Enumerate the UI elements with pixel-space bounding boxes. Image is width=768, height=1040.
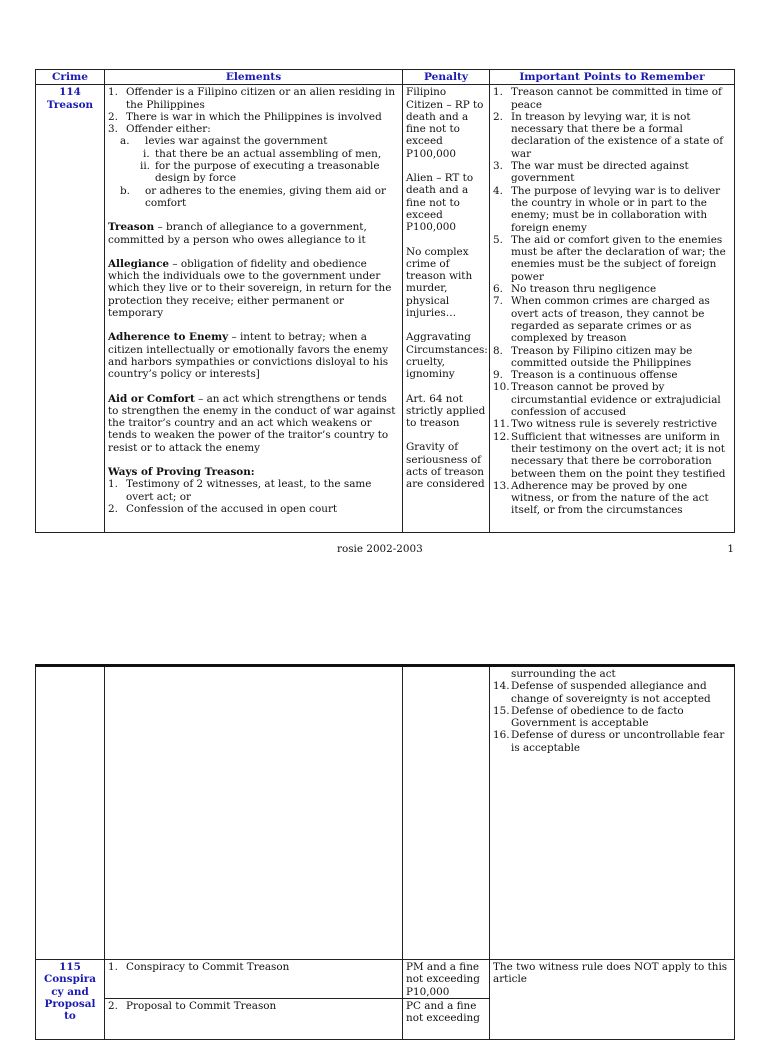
- crime-cell: [36, 960, 105, 1040]
- penalty-text: Aggravating Circumstances: cruelty, ignominy: [406, 331, 488, 381]
- list-item: 13. Adherence may be proved by one witness, or from the nature of the act itself, or from the circumstances: [493, 479, 709, 517]
- crime-number: 115: [59, 961, 81, 973]
- list-item: i. that there be an actual assembling of men,: [143, 147, 382, 160]
- crime-cell: [36, 85, 105, 533]
- elements-cell: [105, 960, 403, 1040]
- points-list: [493, 86, 731, 516]
- definition-allegiance: Allegiance – obligation of fidelity and obedience which the individuals owe to the government under which they live or to their sovereign, in return for the protection they receive; either permanent or temporary: [108, 257, 392, 320]
- crime-name-line: to: [64, 1010, 76, 1023]
- list-item: a. levies war against the government: [120, 135, 328, 148]
- list-item: 3. Offender either:: [108, 123, 211, 136]
- sub-list: [108, 135, 399, 147]
- penalty-cell: [403, 666, 490, 960]
- penalty-text: Art. 64 not strictly applied to treason: [406, 392, 486, 430]
- penalty-text: Alien – RT to death and a fine not to exceed P100,000: [406, 172, 474, 234]
- header-row: [36, 70, 735, 85]
- penalty-cell: [403, 960, 490, 1040]
- crime-name: Treason: [46, 98, 94, 111]
- crime-number: 114: [59, 86, 81, 99]
- continued-text: surrounding the act: [511, 668, 616, 680]
- footer-author: rosie 2002-2003: [337, 543, 423, 555]
- penalty-text: PC and a fine not exceeding: [406, 1000, 480, 1025]
- points-cell: [490, 85, 735, 533]
- page-1-table-wrap: [35, 69, 734, 533]
- definition-aid-comfort: Aid or Comfort – an act which strengthens or tends to strengthen the enemy in the conduct of war against the traitor’s country and an act which weakens or tends to weaken the power of the traitor’s country to resist or to attack the enemy: [108, 392, 396, 454]
- list-item: 5. The aid or comfort given to the enemies must be after the declaration of war; the enemies must be the subject of foreign power: [493, 233, 726, 283]
- ways-list: [108, 478, 399, 515]
- list-item: ii. for the purpose of executing a treasonable design by force: [140, 160, 380, 185]
- elements-list: [108, 86, 399, 135]
- penalty-text: Gravity of seriousness of acts of treason are considered: [406, 441, 485, 491]
- list-item: b. or adheres to the enemies, giving them aid or comfort: [120, 184, 386, 209]
- list-item: 10. Treason cannot be proved by circumstantial evidence or extrajudicial confession of accused: [493, 381, 721, 419]
- list-item: 1. Treason cannot be committed in time of peace: [493, 86, 722, 111]
- header-elements: Elements: [105, 70, 403, 85]
- definition-adherence: Adherence to Enemy – intent to betray; when a citizen intellectually or emotionally favors the enemy and harbors sympathies or convictions disloyal to his country’s policy or interests]: [108, 331, 389, 381]
- list-item: 3. The war must be directed against government: [493, 160, 689, 185]
- list-item: 1. Testimony of 2 witnesses, at least, to the same overt act; or: [108, 478, 372, 503]
- list-item: 1. Conspiracy to Commit Treason: [108, 961, 290, 973]
- penalty-text: No complex crime of treason with murder, physical injuries…: [406, 245, 473, 320]
- list-item: 7. When common crimes are charged as overt acts of treason, they cannot be regarded as separate crimes or as complexed by treason: [493, 295, 710, 345]
- list-item: 11. Two witness rule is severely restrictive: [493, 418, 717, 431]
- crime-cell: [36, 666, 105, 960]
- elements-cell: [105, 666, 403, 960]
- crime-name-line: Conspira: [43, 973, 97, 986]
- list-item: 2. In treason by levying war, it is not necessary that there be a formal declaration of the existence of a state of war: [493, 110, 724, 160]
- list-item: 15. Defense of obedience to de facto Government is acceptable: [493, 704, 684, 730]
- penalty-text: Filipino Citizen – RP to death and a fine not to exceed P100,000: [406, 86, 484, 160]
- points-list: [493, 680, 731, 754]
- penalty-text: PM and a fine not exceeding P10,000: [403, 960, 489, 999]
- page-2-table-wrap: [35, 664, 734, 1040]
- points-cell: [490, 666, 735, 960]
- list-item: 12. Sufficient that witnesses are uniform in their testimony on the overt act; it is not necessary that there be corroboration between them on the point they testified: [493, 430, 726, 480]
- sub-sub-list: [108, 148, 399, 185]
- crime-name-line: Proposal: [44, 997, 96, 1010]
- crime-table: [35, 69, 735, 533]
- sub-list: [108, 185, 399, 210]
- header-penalty: Penalty: [403, 70, 490, 85]
- points-cell: [490, 960, 735, 1040]
- table-row-115: [36, 960, 735, 1040]
- list-item: 14. Defense of suspended allegiance and change of sovereignty is not accepted: [493, 680, 711, 705]
- table-row-114: [36, 85, 735, 533]
- list-item: 6. No treason thru negligence: [493, 283, 657, 296]
- header-points: Important Points to Remember: [490, 70, 735, 85]
- list-item: 4. The purpose of levying war is to deliver the country in whole or in part to the enemy; must be in collaboration with foreign enemy: [493, 184, 721, 234]
- list-item: 2. There is war in which the Philippines is involved: [108, 110, 382, 123]
- list-item: 1. Offender is a Filipino citizen or an alien residing in the Philippines: [108, 86, 396, 111]
- penalty-cell: [403, 85, 490, 533]
- list-item: 16. Defense of duress or uncontrollable fear is acceptable: [493, 729, 725, 754]
- list-item: 8. Treason by Filipino citizen may be committed outside the Philippines: [493, 344, 693, 369]
- crime-name-line: cy and: [51, 985, 89, 998]
- page-number: 1: [727, 543, 734, 555]
- ways-title: Ways of Proving Treason:: [108, 466, 255, 479]
- table-row-114-continued: [36, 666, 735, 960]
- list-item: 9. Treason is a continuous offense: [493, 369, 678, 382]
- point-text: The two witness rule does NOT apply to this article: [493, 961, 728, 986]
- list-item: 2. Proposal to Commit Treason: [108, 1000, 277, 1012]
- elements-cell: [105, 85, 403, 533]
- crime-table-continued: [35, 664, 735, 1040]
- definition-treason: Treason – branch of allegiance to a government, committed by a person who owes allegiance to it: [108, 221, 367, 246]
- list-item: 2. Confession of the accused in open court: [108, 502, 338, 515]
- header-crime: Crime: [36, 70, 105, 85]
